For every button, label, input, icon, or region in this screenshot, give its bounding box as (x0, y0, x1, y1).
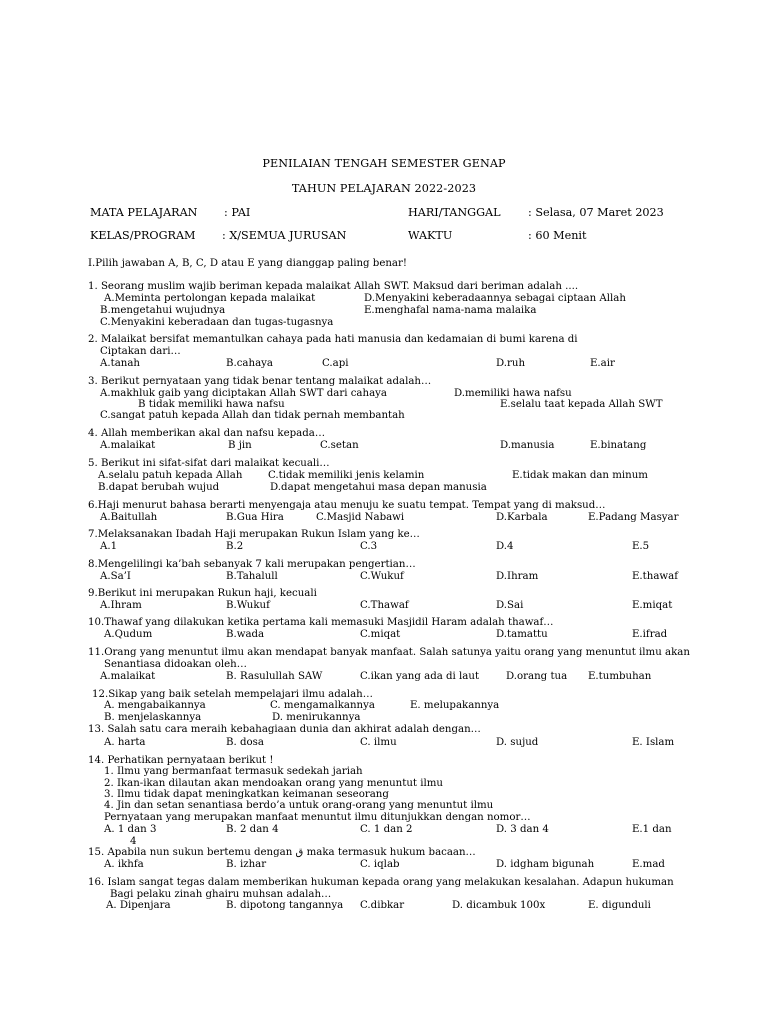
question-text: 6.Haji menurut bahasa berarti menyengaja atau menuju ke suatu tempat. Tempat yang di maksud… (88, 500, 606, 511)
exam-title: PENILAIAN TENGAH SEMESTER GENAP (262, 157, 506, 170)
option-e: E. Islam (632, 737, 675, 748)
option-d: D.memiliki hawa nafsu (454, 388, 572, 399)
option-c: C.Wukuf (360, 571, 404, 582)
day-date-label: HARI/TANGGAL (408, 206, 501, 219)
option-e: E.Padang Masyar (588, 512, 679, 523)
option-d: D. dicambuk 100x (452, 900, 546, 911)
question-text: 3. Berikut pernyataan yang tidak benar tentang malaikat adalah… (88, 376, 432, 387)
option-e: E.selalu taat kepada Allah SWT (500, 399, 663, 410)
option-d: D.Karbala (496, 512, 548, 523)
option-b: B jin (228, 440, 252, 451)
option-b: B.mengetahui wujudnya (100, 305, 226, 316)
question-text-cont: Pernyataan yang merupakan manfaat menuntut ilmu ditunjukkan dengan nomor… (104, 812, 531, 823)
option-d: D.orang tua (506, 671, 568, 682)
option-c: C. ilmu (360, 737, 397, 748)
option-d: D. idgham bigunah (496, 859, 595, 870)
option-a: A. 1 dan 3 (104, 824, 157, 835)
option-b: B. izhar (226, 859, 267, 870)
option-d: D.tamattu (496, 629, 548, 640)
statement-2: 2. Ikan-ikan dilautan akan mendoakan orang yang menuntut ilmu (104, 778, 443, 789)
option-e: E.miqat (632, 600, 673, 611)
option-d: D.Menyakini keberadaannya sebagai ciptaan Allah (364, 293, 626, 304)
option-b: B tidak memiliki hawa nafsu (138, 399, 285, 410)
day-date-value: : Selasa, 07 Maret 2023 (528, 206, 664, 219)
option-a: A.makhluk gaib yang diciptakan Allah SWT dari cahaya (100, 388, 387, 399)
option-e: E.tidak makan dan minum (512, 470, 648, 481)
option-b: B.2 (226, 541, 244, 552)
option-d: D.Ihram (496, 571, 539, 582)
option-a: A.selalu patuh kepada Allah (98, 470, 243, 481)
time-label: WAKTU (408, 229, 453, 242)
option-b: B.Wukuf (226, 600, 270, 611)
option-b: B. dipotong tangannya (226, 900, 344, 911)
option-a: A. mengabaikannya (104, 700, 206, 711)
option-b: B.Gua Hira (226, 512, 284, 523)
option-e: E.menghafal nama-nama malaika (364, 305, 537, 316)
option-d: D. 3 dan 4 (496, 824, 549, 835)
option-a: A.Qudum (104, 629, 153, 640)
option-a: A. harta (104, 737, 146, 748)
option-c: C.tidak memiliki jenis kelamin (268, 470, 425, 481)
option-d: D. sujud (496, 737, 539, 748)
option-e: E.mad (632, 859, 665, 870)
option-d: D.ruh (496, 358, 526, 369)
option-a: A.Meminta pertolongan kepada malaikat (104, 293, 316, 304)
option-e: E.binatang (590, 440, 647, 451)
question-text: 15. Apabila nun sukun bertemu dengan ق maka termasuk hukum bacaan… (88, 847, 476, 858)
option-b: B.wada (226, 629, 265, 640)
question-text: 10.Thawaf yang dilakukan ketika pertama kali memasuki Masjidil Haram adalah thawaf… (88, 617, 554, 628)
question-text: 12.Sikap yang baik setelah mempelajari ilmu adalah… (92, 689, 373, 700)
question-text: 16. Islam sangat tegas dalam memberikan hukuman kepada orang yang melakukan kesalahan. Adapun hukuman (88, 877, 674, 888)
question-text: 1. Seorang muslim wajib beriman kepada malaikat Allah SWT. Maksud dari beriman adalah .... (88, 281, 579, 292)
option-b: B.Tahalull (226, 571, 278, 582)
option-c: C.setan (320, 440, 359, 451)
option-b: B. menjelaskannya (104, 712, 202, 723)
option-b: B. 2 dan 4 (226, 824, 279, 835)
option-a: A.1 (100, 541, 118, 552)
option-a: A.malaikat (100, 671, 156, 682)
option-b: B. dosa (226, 737, 264, 748)
option-a: A. ikhfa (104, 859, 144, 870)
option-b: B.dapat berubah wujud (98, 482, 220, 493)
question-text: 5. Berikut ini sifat-sifat dari malaikat kecuali… (88, 458, 330, 469)
option-a: A.Ihram (100, 600, 142, 611)
class-label: KELAS/PROGRAM (90, 229, 196, 242)
option-a: A.Sa’I (100, 571, 131, 582)
option-e: E. melupakannya (410, 700, 500, 711)
academic-year: TAHUN PELAJARAN 2022-2023 (291, 182, 477, 195)
instructions: I.Pilih jawaban A, B, C, D atau E yang dianggap paling benar! (88, 258, 407, 269)
question-text: 4. Allah memberikan akal dan nafsu kepada… (88, 428, 326, 439)
option-a: A. Dipenjara (106, 900, 171, 911)
option-a: A.Baitullah (100, 512, 158, 523)
option-b: B.cahaya (226, 358, 273, 369)
option-d: D.manusia (500, 440, 555, 451)
option-e: E.ifrad (632, 629, 668, 640)
question-text: 8.Mengelilingi ka’bah sebanyak 7 kali merupakan pengertian… (88, 559, 416, 570)
question-text-cont: Senantiasa didoakan oleh… (104, 659, 247, 670)
question-text: 9.Berikut ini merupakan Rukun haji, kecuali (88, 588, 317, 599)
option-c: C.Thawaf (360, 600, 409, 611)
question-text-cont: Bagi pelaku zinah ghairu muhsan adalah… (110, 889, 332, 900)
option-e: E.1 dan (632, 824, 672, 835)
option-c: C.3 (360, 541, 378, 552)
option-c: C.miqat (360, 629, 401, 640)
option-e: E. digunduli (588, 900, 651, 911)
option-c: C. iqlab (360, 859, 400, 870)
subject-label: MATA PELAJARAN (90, 206, 198, 219)
class-value: : X/SEMUA JURUSAN (222, 229, 347, 242)
option-d: D.dapat mengetahui masa depan manusia (270, 482, 487, 493)
option-e: E.air (590, 358, 615, 369)
option-e: E.tumbuhan (588, 671, 652, 682)
option-a-cont: 4 (130, 836, 137, 847)
option-c: C.Menyakini keberadaan dan tugas-tugasnya (100, 317, 334, 328)
option-c: C.ikan yang ada di laut (360, 671, 480, 682)
option-c: C. 1 dan 2 (360, 824, 413, 835)
option-c: C. mengamalkannya (270, 700, 375, 711)
option-a: A.tanah (100, 358, 140, 369)
question-text: 7.Melaksanakan Ibadah Haji merupakan Rukun Islam yang ke… (88, 529, 420, 540)
question-text-cont: Ciptakan dari… (100, 346, 181, 357)
option-e: E.thawaf (632, 571, 678, 582)
option-c: C.dibkar (360, 900, 405, 911)
option-d: D.Sai (496, 600, 524, 611)
question-text: 13. Salah satu cara meraih kebahagiaan dunia dan akhirat adalah dengan… (88, 724, 481, 735)
option-c: C.Masjid Nabawi (316, 512, 405, 523)
time-value: : 60 Menit (528, 229, 587, 242)
question-text: 14. Perhatikan pernyataan berikut ! (88, 755, 274, 766)
option-c: C.api (322, 358, 349, 369)
question-text: 2. Malaikat bersifat memantulkan cahaya pada hati manusia dan kedamaian di bumi karena di (88, 334, 578, 345)
option-d: D. menirukannya (272, 712, 361, 723)
option-a: A.malaikat (100, 440, 156, 451)
statement-3: 3. Ilmu tidak dapat meningkatkan keimanan seseorang (104, 789, 389, 800)
option-b: B. Rasulullah SAW (226, 671, 323, 682)
statement-4: 4. Jin dan setan senantiasa berdo’a untuk orang-orang yang menuntut ilmu (104, 800, 494, 811)
subject-value: : PAI (224, 206, 251, 219)
statement-1: 1. Ilmu yang bermanfaat termasuk sedekah jariah (104, 766, 363, 777)
question-text: 11.Orang yang menuntut ilmu akan mendapat banyak manfaat. Salah satunya yaitu orang yang menuntut ilmu akan (88, 647, 690, 658)
option-e: E.5 (632, 541, 650, 552)
option-d: D.4 (496, 541, 514, 552)
option-c: C.sangat patuh kepada Allah dan tidak pernah membantah (100, 410, 405, 421)
